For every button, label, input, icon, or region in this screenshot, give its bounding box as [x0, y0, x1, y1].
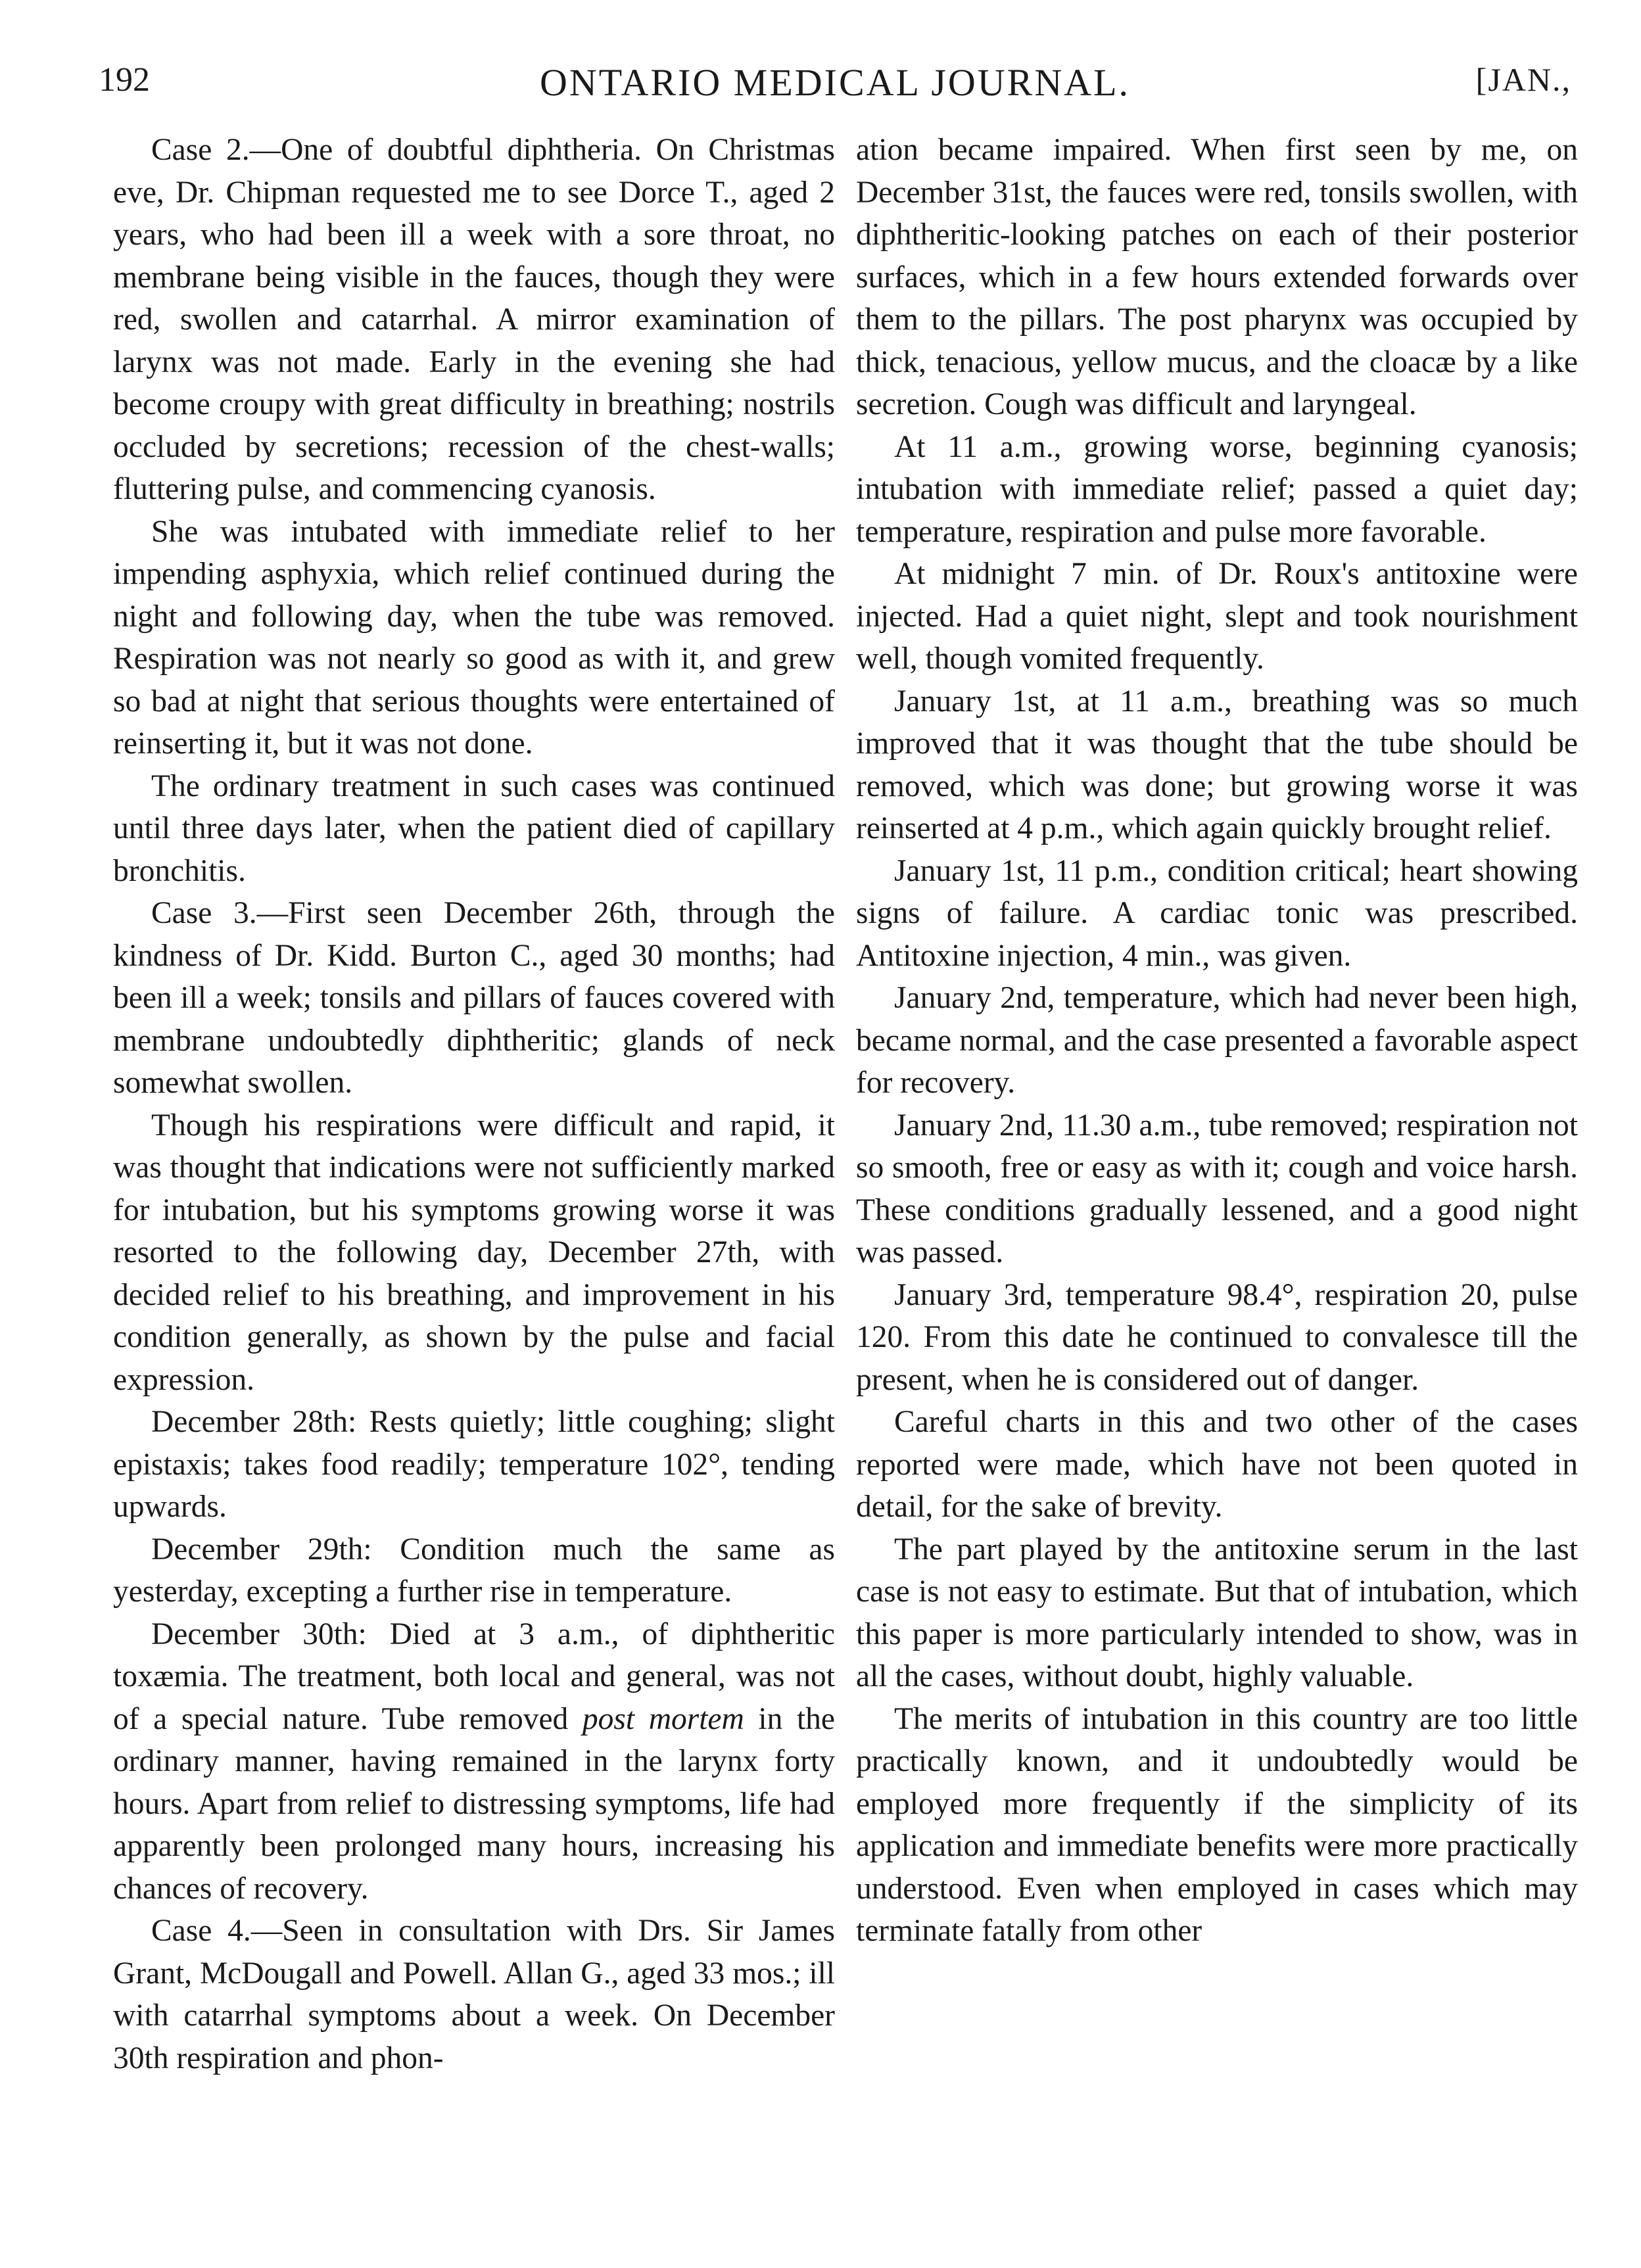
- text-segment: December 30th: Died at 3 a.m., of diphtheritic toxæmia. The treatment, both local and general, was not of a special nature. Tube removed: [113, 1617, 835, 1736]
- paragraph-january-2-temperature: January 2nd, temperature, which had never been high, became normal, and the case presented a favorable aspect for recovery.: [856, 981, 1578, 1100]
- paragraph-case-2: Case 2.—One of doubtful diphtheria. On Christmas eve, Dr. Chipman requested me to see Dorce T., aged 2 years, who had been ill a week with a sore throat, no membrane being visible in the fauces, though they were red, swollen and catarrhal. A mirror examination of larynx was not made. Early in the evening she had become croupy with great difficulty in breathing; nostrils occluded by secretions; recession of the chest-walls; fluttering pulse, and commencing cyanosis.: [113, 133, 835, 506]
- paragraph-careful-charts: Careful charts in this and two other of the cases reported were made, which have not been quoted in detail, for the sake of brevity.: [856, 1405, 1578, 1524]
- paragraph-respirations: Though his respirations were difficult and rapid, it was thought that indications were not sufficiently marked for intubation, but his symptoms growing worse it was resorted to the following day, December 27th, with decided relief to his breathing, and improvement in his condition generally, as shown by the pulse and facial expression.: [113, 1108, 835, 1397]
- paragraph-11am: At 11 a.m., growing worse, beginning cyanosis; intubation with immediate relief; passed a quiet day; temperature, respiration and pulse more favorable.: [856, 429, 1578, 549]
- paragraph-case-3: Case 3.—First seen December 26th, through the kindness of Dr. Kidd. Burton C., aged 30 months; had been ill a week; tonsils and pillars of fauces covered with membrane undoubtedly diphtheritic; glands of neck somewhat swollen.: [113, 896, 835, 1100]
- right-column: [856, 129, 1578, 1952]
- page-number: 192: [99, 61, 150, 99]
- paragraph-midnight: At midnight 7 min. of Dr. Roux's antitoxine were injected. Had a quiet night, slept and took nourishment well, though vomited frequently.: [856, 557, 1578, 676]
- paragraph-case-4: Case 4.—Seen in consultation with Drs. Sir James Grant, McDougall and Powell. Allan G., aged 33 mos.; ill with catarrhal symptoms about a week. On December 30th respiration and phon-: [113, 1914, 835, 2075]
- paragraph-merits: The merits of intubation in this country are too little practically known, and it undoubtedly would be employed more frequently if the simplicity of its application and immediate benefits were more practically understood. Even when employed in cases which may terminate fatally from other: [856, 1701, 1578, 1948]
- paragraph-december-29: December 29th: Condition much the same as yesterday, excepting a further rise in temperature.: [113, 1532, 835, 1609]
- paragraph-january-2-tube: January 2nd, 11.30 a.m., tube removed; respiration not so smooth, free or easy as with it; cough and voice harsh. These conditions gradually lessened, and a good night was passed.: [856, 1108, 1578, 1269]
- paragraph-december-30: [113, 1613, 835, 1910]
- paragraph-january-1-11am: January 1st, at 11 a.m., breathing was so much improved that it was thought that the tube should be removed, which was done; but growing worse it was reinserted at 4 p.m., which again quickly brought relief.: [856, 684, 1578, 845]
- italic-term: post mortem: [582, 1701, 744, 1736]
- paragraph-january-3: January 3rd, temperature 98.4°, respiration 20, pulse 120. From this date he continued to convalesce till the present, when he is considered out of danger.: [856, 1277, 1578, 1397]
- left-column: [113, 129, 835, 2079]
- running-header: [99, 60, 1571, 113]
- paragraph-continued: ation became impaired. When first seen by me, on December 31st, the fauces were red, tonsils swollen, with diphtheritic-looking patches on each of their posterior surfaces, which in a few hours extended forwards over them to the pillars. The post pharynx was occupied by thick, tenacious, yellow mucus, and the cloacæ by a like secretion. Cough was difficult and laryngeal.: [856, 133, 1578, 421]
- paragraph-antitoxine-part: The part played by the antitoxine serum in the last case is not easy to estimate. But that of intubation, which this paper is more particularly intended to show, was in all the cases, without doubt, highly valuable.: [856, 1532, 1578, 1693]
- paragraph-january-1-11pm: January 1st, 11 p.m., condition critical; heart showing signs of failure. A cardiac tonic was prescribed. Antitoxine injection, 4 min., was given.: [856, 853, 1578, 973]
- text-segment: in the ordinary manner, having remained in the larynx forty hours. Apart from relief to distressing symptoms, life had apparently been prolonged many hours, increasing his chances of recovery.: [113, 1701, 835, 1906]
- paragraph-ordinary-treatment: The ordinary treatment in such cases was continued until three days later, when the patient died of capillary bronchitis.: [113, 768, 835, 888]
- paragraph-december-28: December 28th: Rests quietly; little coughing; slight epistaxis; takes food readily; temperature 102°, tending upwards.: [113, 1405, 835, 1524]
- paragraph-intubation-relief: She was intubated with immediate relief to her impending asphyxia, which relief continued during the night and following day, when the tube was removed. Respiration was not nearly so good as with it, and grew so bad at night that serious thoughts were entertained of reinserting it, but it was not done.: [113, 514, 835, 761]
- journal-title: ONTARIO MEDICAL JOURNAL.: [539, 61, 1131, 104]
- issue-month: [JAN.,: [1475, 61, 1571, 98]
